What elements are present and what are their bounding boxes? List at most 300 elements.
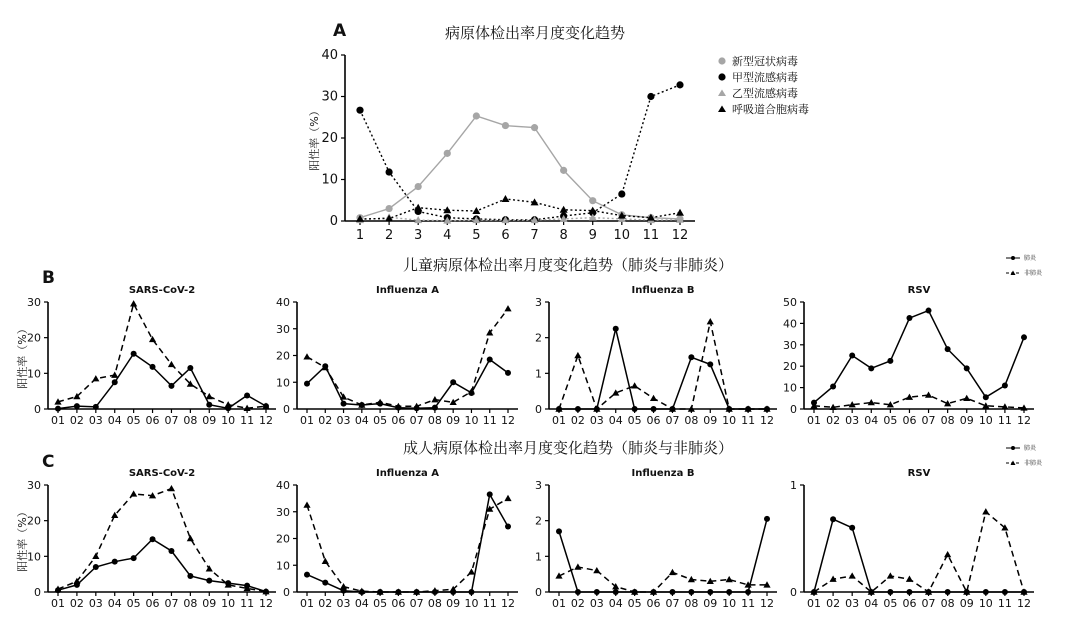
data-point-a-0	[531, 124, 538, 131]
x-tick-label-c2: 12	[501, 597, 515, 610]
x-tick-label-c2: 10	[464, 597, 479, 610]
data-point-b4-0	[830, 384, 836, 390]
x-tick-label-c3: 09	[703, 597, 718, 610]
data-point-b4-0	[849, 353, 855, 359]
x-tick-label-b1: 01	[51, 414, 65, 427]
data-point-c4-0	[983, 589, 989, 595]
x-tick-label-c3: 07	[665, 597, 680, 610]
data-point-b1-1	[111, 372, 118, 378]
x-tick-label-b2: 10	[464, 414, 479, 427]
x-tick-label-b3: 12	[760, 414, 774, 427]
series-line-a-0	[360, 116, 680, 219]
data-point-c3-0	[613, 589, 619, 595]
data-point-c3-1	[574, 563, 581, 569]
series-line-a-2	[360, 217, 680, 220]
data-point-c2-1	[322, 558, 329, 564]
x-tick-label-c2: 11	[482, 597, 497, 610]
y-tick-label-c1: 20	[27, 514, 41, 528]
data-point-b3-1	[707, 318, 714, 324]
data-point-b4-0	[868, 365, 874, 371]
data-point-c1-0	[168, 548, 174, 554]
x-tick-label-a: 1	[355, 228, 365, 243]
section-title-c: 成人病原体检出率月度变化趋势（肺炎与非肺炎）	[402, 439, 734, 457]
x-tick-label-b1: 03	[88, 414, 103, 427]
x-tick-label-c4: 06	[902, 597, 917, 610]
x-tick-label-b1: 08	[183, 414, 198, 427]
x-tick-label-c4: 01	[807, 597, 821, 610]
y-tick-label-b3: 2	[535, 331, 542, 345]
y-tick-label-b3: 3	[535, 296, 542, 309]
legend-a-marker-1	[718, 73, 725, 80]
data-point-c3-0	[556, 528, 562, 534]
data-point-c3-0	[575, 589, 581, 595]
chart-title-b3: Influenza B	[631, 285, 695, 296]
data-point-b1-1	[149, 336, 156, 342]
legend-b-label-1: 非肺炎	[1024, 270, 1043, 277]
y-tick-label-b2: 10	[276, 376, 290, 390]
y-tick-label-c2: 30	[276, 505, 290, 519]
data-point-c2-0	[468, 589, 474, 595]
x-tick-label-b2: 02	[318, 414, 333, 427]
data-point-c4-0	[945, 589, 951, 595]
x-tick-label-b2: 07	[409, 414, 424, 427]
series-line-c1-1	[58, 489, 266, 592]
x-tick-label-b2: 05	[373, 414, 388, 427]
x-tick-label-b2: 09	[446, 414, 461, 427]
y-tick-label-c2: 10	[276, 559, 290, 573]
x-tick-label-b3: 07	[665, 414, 680, 427]
data-point-c2-1	[504, 495, 511, 501]
y-tick-label-b4: 20	[783, 360, 797, 374]
data-point-a-0	[589, 197, 596, 204]
data-point-b1-1	[92, 375, 99, 381]
data-point-b1-0	[244, 392, 250, 398]
x-tick-label-b2: 01	[300, 414, 314, 427]
data-point-b1-0	[74, 403, 80, 409]
x-tick-label-c1: 10	[221, 597, 236, 610]
x-tick-label-c4: 05	[883, 597, 898, 610]
data-point-b1-1	[130, 300, 137, 306]
y-tick-label-b4: 40	[783, 317, 797, 331]
legend-b-label-0: 肺炎	[1024, 255, 1037, 262]
x-tick-label-a: 7	[530, 228, 539, 243]
data-point-b3-0	[632, 406, 638, 412]
x-tick-label-c3: 10	[722, 597, 737, 610]
data-point-b2-0	[450, 379, 456, 385]
x-tick-label-b3: 03	[589, 414, 604, 427]
x-tick-label-c4: 10	[978, 597, 993, 610]
data-point-c4-0	[906, 589, 912, 595]
x-tick-label-a: 5	[472, 228, 481, 243]
legend-a-marker-2	[718, 90, 726, 97]
y-tick-label-b2: 40	[276, 296, 290, 309]
y-tick-label-b3: 0	[535, 403, 542, 416]
data-point-a-0	[415, 183, 422, 190]
data-point-b2-1	[376, 399, 383, 405]
series-line-b3-0	[559, 329, 767, 409]
x-tick-label-b1: 02	[69, 414, 84, 427]
data-point-b2-1	[450, 399, 457, 405]
data-point-c4-0	[849, 525, 855, 531]
x-tick-label-a: 6	[501, 228, 510, 243]
y-tick-label-b3: 1	[535, 367, 542, 381]
data-point-c1-0	[187, 573, 193, 579]
data-point-c1-1	[206, 565, 213, 571]
data-point-b1-1	[168, 361, 175, 367]
x-tick-label-b2: 08	[427, 414, 442, 427]
ylabel-a: 阳性率（%）	[308, 105, 321, 171]
data-point-c3-0	[726, 589, 732, 595]
y-tick-label-b4: 10	[783, 381, 797, 395]
data-point-b2-0	[487, 357, 493, 363]
data-point-b4-0	[887, 358, 893, 364]
data-point-b3-0	[575, 406, 581, 412]
x-tick-label-c2: 08	[427, 597, 442, 610]
y-tick-label-a: 0	[329, 214, 338, 229]
data-point-c1-0	[206, 578, 212, 584]
data-point-b4-0	[945, 346, 951, 352]
legend-b-marker-0	[1011, 256, 1015, 260]
x-tick-label-b1: 12	[259, 414, 273, 427]
y-tick-label-c2: 40	[276, 479, 290, 492]
x-tick-label-c2: 02	[318, 597, 333, 610]
legend-a-label-2: 乙型流感病毒	[732, 87, 798, 100]
series-line-b3-1	[559, 322, 767, 409]
data-point-c2-0	[505, 523, 511, 529]
x-tick-label-c1: 09	[202, 597, 217, 610]
x-tick-label-c4: 04	[864, 597, 879, 610]
x-tick-label-b2: 04	[354, 414, 369, 427]
x-tick-label-b2: 12	[501, 414, 515, 427]
y-tick-label-b2: 20	[276, 349, 290, 363]
series-line-c4-1	[814, 512, 1024, 592]
section-title-a: 病原体检出率月度变化趋势	[444, 24, 626, 42]
y-tick-label-c1: 30	[27, 479, 41, 492]
data-point-b1-0	[131, 351, 137, 357]
x-tick-label-b2: 11	[482, 414, 497, 427]
y-tick-label-b1: 30	[27, 296, 41, 309]
data-point-b1-0	[93, 404, 99, 410]
series-line-c2-0	[307, 494, 508, 592]
x-tick-label-c1: 03	[88, 597, 103, 610]
data-point-c1-1	[130, 490, 137, 496]
data-point-a-1	[618, 190, 625, 197]
x-tick-label-b4: 11	[997, 414, 1012, 427]
series-line-c2-1	[307, 498, 508, 592]
data-point-a-1	[647, 93, 654, 100]
x-tick-label-b4: 08	[940, 414, 955, 427]
data-point-b3-0	[688, 354, 694, 360]
data-point-b3-1	[631, 382, 638, 388]
series-line-c3-1	[559, 567, 767, 592]
data-point-b3-0	[707, 361, 713, 367]
data-point-b1-0	[168, 383, 174, 389]
data-point-b1-0	[206, 402, 212, 408]
x-tick-label-c4: 08	[940, 597, 955, 610]
x-tick-label-b4: 06	[902, 414, 917, 427]
data-point-c3-0	[745, 589, 751, 595]
x-tick-label-b4: 02	[826, 414, 841, 427]
y-tick-label-a: 10	[321, 172, 338, 188]
data-point-b2-1	[431, 396, 438, 402]
x-tick-label-b1: 09	[202, 414, 217, 427]
x-tick-label-c4: 09	[959, 597, 974, 610]
x-tick-label-b3: 09	[703, 414, 718, 427]
legend-a-marker-0	[718, 57, 725, 64]
chart-a	[321, 48, 695, 243]
data-point-c2-1	[303, 501, 310, 507]
x-tick-label-c4: 07	[921, 597, 936, 610]
x-tick-label-b3: 08	[684, 414, 699, 427]
data-point-b1-0	[112, 379, 118, 385]
x-tick-label-c3: 03	[589, 597, 604, 610]
series-line-b4-0	[814, 311, 1024, 403]
data-point-c3-0	[764, 516, 770, 522]
data-point-b4-1	[963, 395, 970, 401]
data-point-c4-0	[887, 589, 893, 595]
data-point-c4-1	[887, 572, 894, 578]
x-tick-label-b4: 03	[845, 414, 860, 427]
y-tick-label-c3: 0	[535, 586, 542, 599]
x-tick-label-c3: 12	[760, 597, 774, 610]
x-tick-label-c3: 01	[552, 597, 566, 610]
chart-title-c1: SARS-CoV-2	[128, 468, 196, 479]
data-point-a-1	[356, 107, 363, 114]
x-tick-label-c2: 09	[446, 597, 461, 610]
section-title-b: 儿童病原体检出率月度变化趋势（肺炎与非肺炎）	[402, 256, 734, 274]
y-tick-label-c1: 0	[34, 586, 41, 599]
data-point-c2-0	[322, 580, 328, 586]
x-tick-label-a: 11	[642, 228, 660, 243]
y-tick-label-a: 20	[321, 131, 338, 146]
data-point-a-1	[385, 168, 392, 175]
x-tick-label-c2: 05	[373, 597, 388, 610]
x-tick-label-c2: 04	[354, 597, 369, 610]
data-point-c1-1	[168, 485, 175, 491]
x-tick-label-a: 12	[671, 228, 689, 243]
x-tick-label-c2: 03	[336, 597, 351, 610]
x-tick-label-a: 3	[414, 228, 423, 243]
data-point-b4-0	[964, 365, 970, 371]
x-tick-label-a: 8	[559, 228, 568, 243]
data-point-c1-0	[112, 559, 118, 565]
legend-a	[718, 54, 809, 116]
x-tick-label-c1: 08	[183, 597, 198, 610]
x-tick-label-c1: 05	[126, 597, 141, 610]
data-point-b1-1	[206, 393, 213, 399]
y-tick-label-c2: 20	[276, 532, 290, 546]
data-point-b2-0	[341, 401, 347, 407]
x-tick-label-b4: 04	[864, 414, 879, 427]
x-tick-label-a: 2	[384, 228, 394, 243]
x-tick-label-c1: 06	[145, 597, 160, 610]
x-tick-label-c4: 12	[1017, 597, 1031, 610]
x-tick-label-b1: 06	[145, 414, 160, 427]
chart-title-c4: RSV	[907, 468, 931, 479]
data-point-a-0	[444, 150, 451, 157]
x-tick-label-b1: 04	[107, 414, 122, 427]
chart-b-sars-cov-2	[27, 285, 276, 427]
panel-label-b: B	[42, 268, 55, 288]
data-point-b4-1	[906, 394, 913, 400]
y-tick-label-c2: 0	[283, 586, 290, 599]
data-point-c3-1	[593, 567, 600, 573]
chart-c-rsv	[790, 468, 1034, 610]
y-tick-label-b1: 10	[27, 367, 41, 381]
y-tick-label-b2: 30	[276, 322, 290, 336]
data-point-b4-0	[906, 315, 912, 321]
data-point-a-0	[560, 167, 567, 174]
data-point-c4-1	[982, 508, 989, 514]
x-tick-label-b2: 03	[336, 414, 351, 427]
ylabel-c: 阳性率（%）	[16, 506, 29, 572]
x-tick-label-b1: 10	[221, 414, 236, 427]
x-tick-label-c1: 07	[164, 597, 179, 610]
data-point-c4-0	[1002, 589, 1008, 595]
x-tick-label-c3: 04	[608, 597, 623, 610]
y-tick-label-b1: 20	[27, 331, 41, 345]
data-point-c2-1	[340, 583, 347, 589]
legend-c	[1006, 444, 1043, 467]
y-tick-label-c1: 10	[27, 550, 41, 564]
x-tick-label-c2: 06	[391, 597, 406, 610]
data-point-c1-1	[92, 553, 99, 559]
x-tick-label-b3: 04	[608, 414, 623, 427]
data-point-c1-0	[150, 536, 156, 542]
chart-title-b4: RSV	[907, 285, 931, 296]
data-point-a-3	[472, 207, 480, 214]
legend-a-label-3: 呼吸道合胞病毒	[732, 103, 809, 116]
y-tick-label-b1: 0	[34, 403, 41, 416]
data-point-b2-1	[504, 305, 511, 311]
data-point-c3-0	[669, 589, 675, 595]
legend-c-marker-0	[1011, 446, 1015, 450]
data-point-b1-0	[187, 365, 193, 371]
x-tick-label-b4: 09	[959, 414, 974, 427]
x-tick-label-c3: 08	[684, 597, 699, 610]
x-tick-label-b1: 11	[240, 414, 255, 427]
data-point-c1-0	[93, 564, 99, 570]
data-point-a-3	[501, 195, 509, 202]
data-point-b1-0	[55, 406, 61, 412]
chart-b-influenza-a	[276, 285, 518, 427]
data-point-c4-1	[906, 576, 913, 582]
data-point-b4-0	[1002, 382, 1008, 388]
data-point-b3-0	[613, 326, 619, 332]
data-point-a-3	[676, 209, 684, 216]
x-tick-label-b3: 11	[741, 414, 756, 427]
legend-c-label-1: 非肺炎	[1024, 460, 1043, 467]
x-tick-label-b2: 06	[391, 414, 406, 427]
y-tick-label-a: 40	[321, 48, 338, 63]
data-point-b3-1	[650, 395, 657, 401]
y-tick-label-b4: 0	[790, 403, 797, 416]
legend-a-marker-3	[718, 106, 726, 113]
series-line-b2-0	[307, 360, 508, 409]
y-tick-label-b2: 0	[283, 403, 290, 416]
data-point-a-0	[385, 205, 392, 212]
x-tick-label-b3: 02	[570, 414, 585, 427]
data-point-c4-0	[830, 516, 836, 522]
x-tick-label-b3: 01	[552, 414, 566, 427]
legend-b	[1006, 254, 1043, 277]
chart-b-influenza-b	[535, 285, 777, 427]
data-point-b4-0	[1021, 334, 1027, 340]
x-tick-label-a: 4	[443, 228, 452, 243]
data-point-c4-1	[849, 572, 856, 578]
x-tick-label-b4: 10	[978, 414, 993, 427]
data-point-c2-0	[304, 572, 310, 578]
data-point-b2-1	[303, 353, 310, 359]
series-line-c4-0	[814, 519, 1024, 592]
data-point-b1-1	[225, 401, 232, 407]
x-tick-label-b4: 01	[807, 414, 821, 427]
series-line-b1-0	[58, 354, 266, 409]
data-point-c1-0	[131, 555, 137, 561]
x-tick-label-b1: 05	[126, 414, 141, 427]
legend-a-label-1: 甲型流感病毒	[732, 71, 798, 84]
data-point-c4-1	[944, 551, 951, 557]
y-tick-label-c4: 1	[790, 479, 797, 492]
data-point-b1-0	[150, 364, 156, 370]
y-tick-label-b4: 50	[783, 296, 797, 309]
x-tick-label-c2: 07	[409, 597, 424, 610]
data-point-b4-0	[983, 394, 989, 400]
x-tick-label-c4: 03	[845, 597, 860, 610]
x-tick-label-b1: 07	[164, 414, 179, 427]
data-point-c3-0	[688, 589, 694, 595]
x-tick-label-c1: 04	[107, 597, 122, 610]
data-point-a-0	[473, 112, 480, 119]
x-tick-label-c1: 02	[69, 597, 84, 610]
data-point-b3-0	[651, 406, 657, 412]
panel-label-a: A	[333, 21, 347, 41]
y-tick-label-c3: 1	[535, 550, 542, 564]
x-tick-label-c1: 01	[51, 597, 65, 610]
y-tick-label-b4: 30	[783, 338, 797, 352]
series-line-a-1	[360, 85, 680, 220]
data-point-b2-0	[304, 381, 310, 387]
chart-title-c2: Influenza A	[375, 468, 440, 479]
chart-c-influenza-a	[276, 468, 518, 610]
data-point-b3-1	[574, 352, 581, 358]
x-tick-label-c3: 06	[646, 597, 661, 610]
x-tick-label-c3: 02	[570, 597, 585, 610]
data-point-c1-1	[187, 535, 194, 541]
chart-c-influenza-b	[535, 468, 777, 610]
x-tick-label-a: 9	[588, 228, 597, 243]
x-tick-label-b4: 07	[921, 414, 936, 427]
chart-c-sars-cov-2	[27, 468, 276, 610]
x-tick-label-c1: 12	[259, 597, 273, 610]
chart-title-b1: SARS-CoV-2	[128, 285, 196, 296]
x-tick-label-c4: 02	[826, 597, 841, 610]
series-line-b4-1	[814, 395, 1024, 408]
data-point-b4-0	[926, 308, 932, 314]
data-point-c3-0	[594, 589, 600, 595]
data-point-c3-1	[726, 576, 733, 582]
data-point-b2-0	[505, 370, 511, 376]
data-point-c3-1	[669, 569, 676, 575]
x-tick-label-b3: 05	[627, 414, 642, 427]
chart-title-c3: Influenza B	[631, 468, 695, 479]
x-tick-label-c3: 11	[741, 597, 756, 610]
x-tick-label-c3: 05	[627, 597, 642, 610]
chart-title-b2: Influenza A	[375, 285, 440, 296]
legend-c-label-0: 肺炎	[1024, 445, 1037, 452]
data-point-c2-0	[487, 491, 493, 497]
y-tick-label-c3: 2	[535, 514, 542, 528]
